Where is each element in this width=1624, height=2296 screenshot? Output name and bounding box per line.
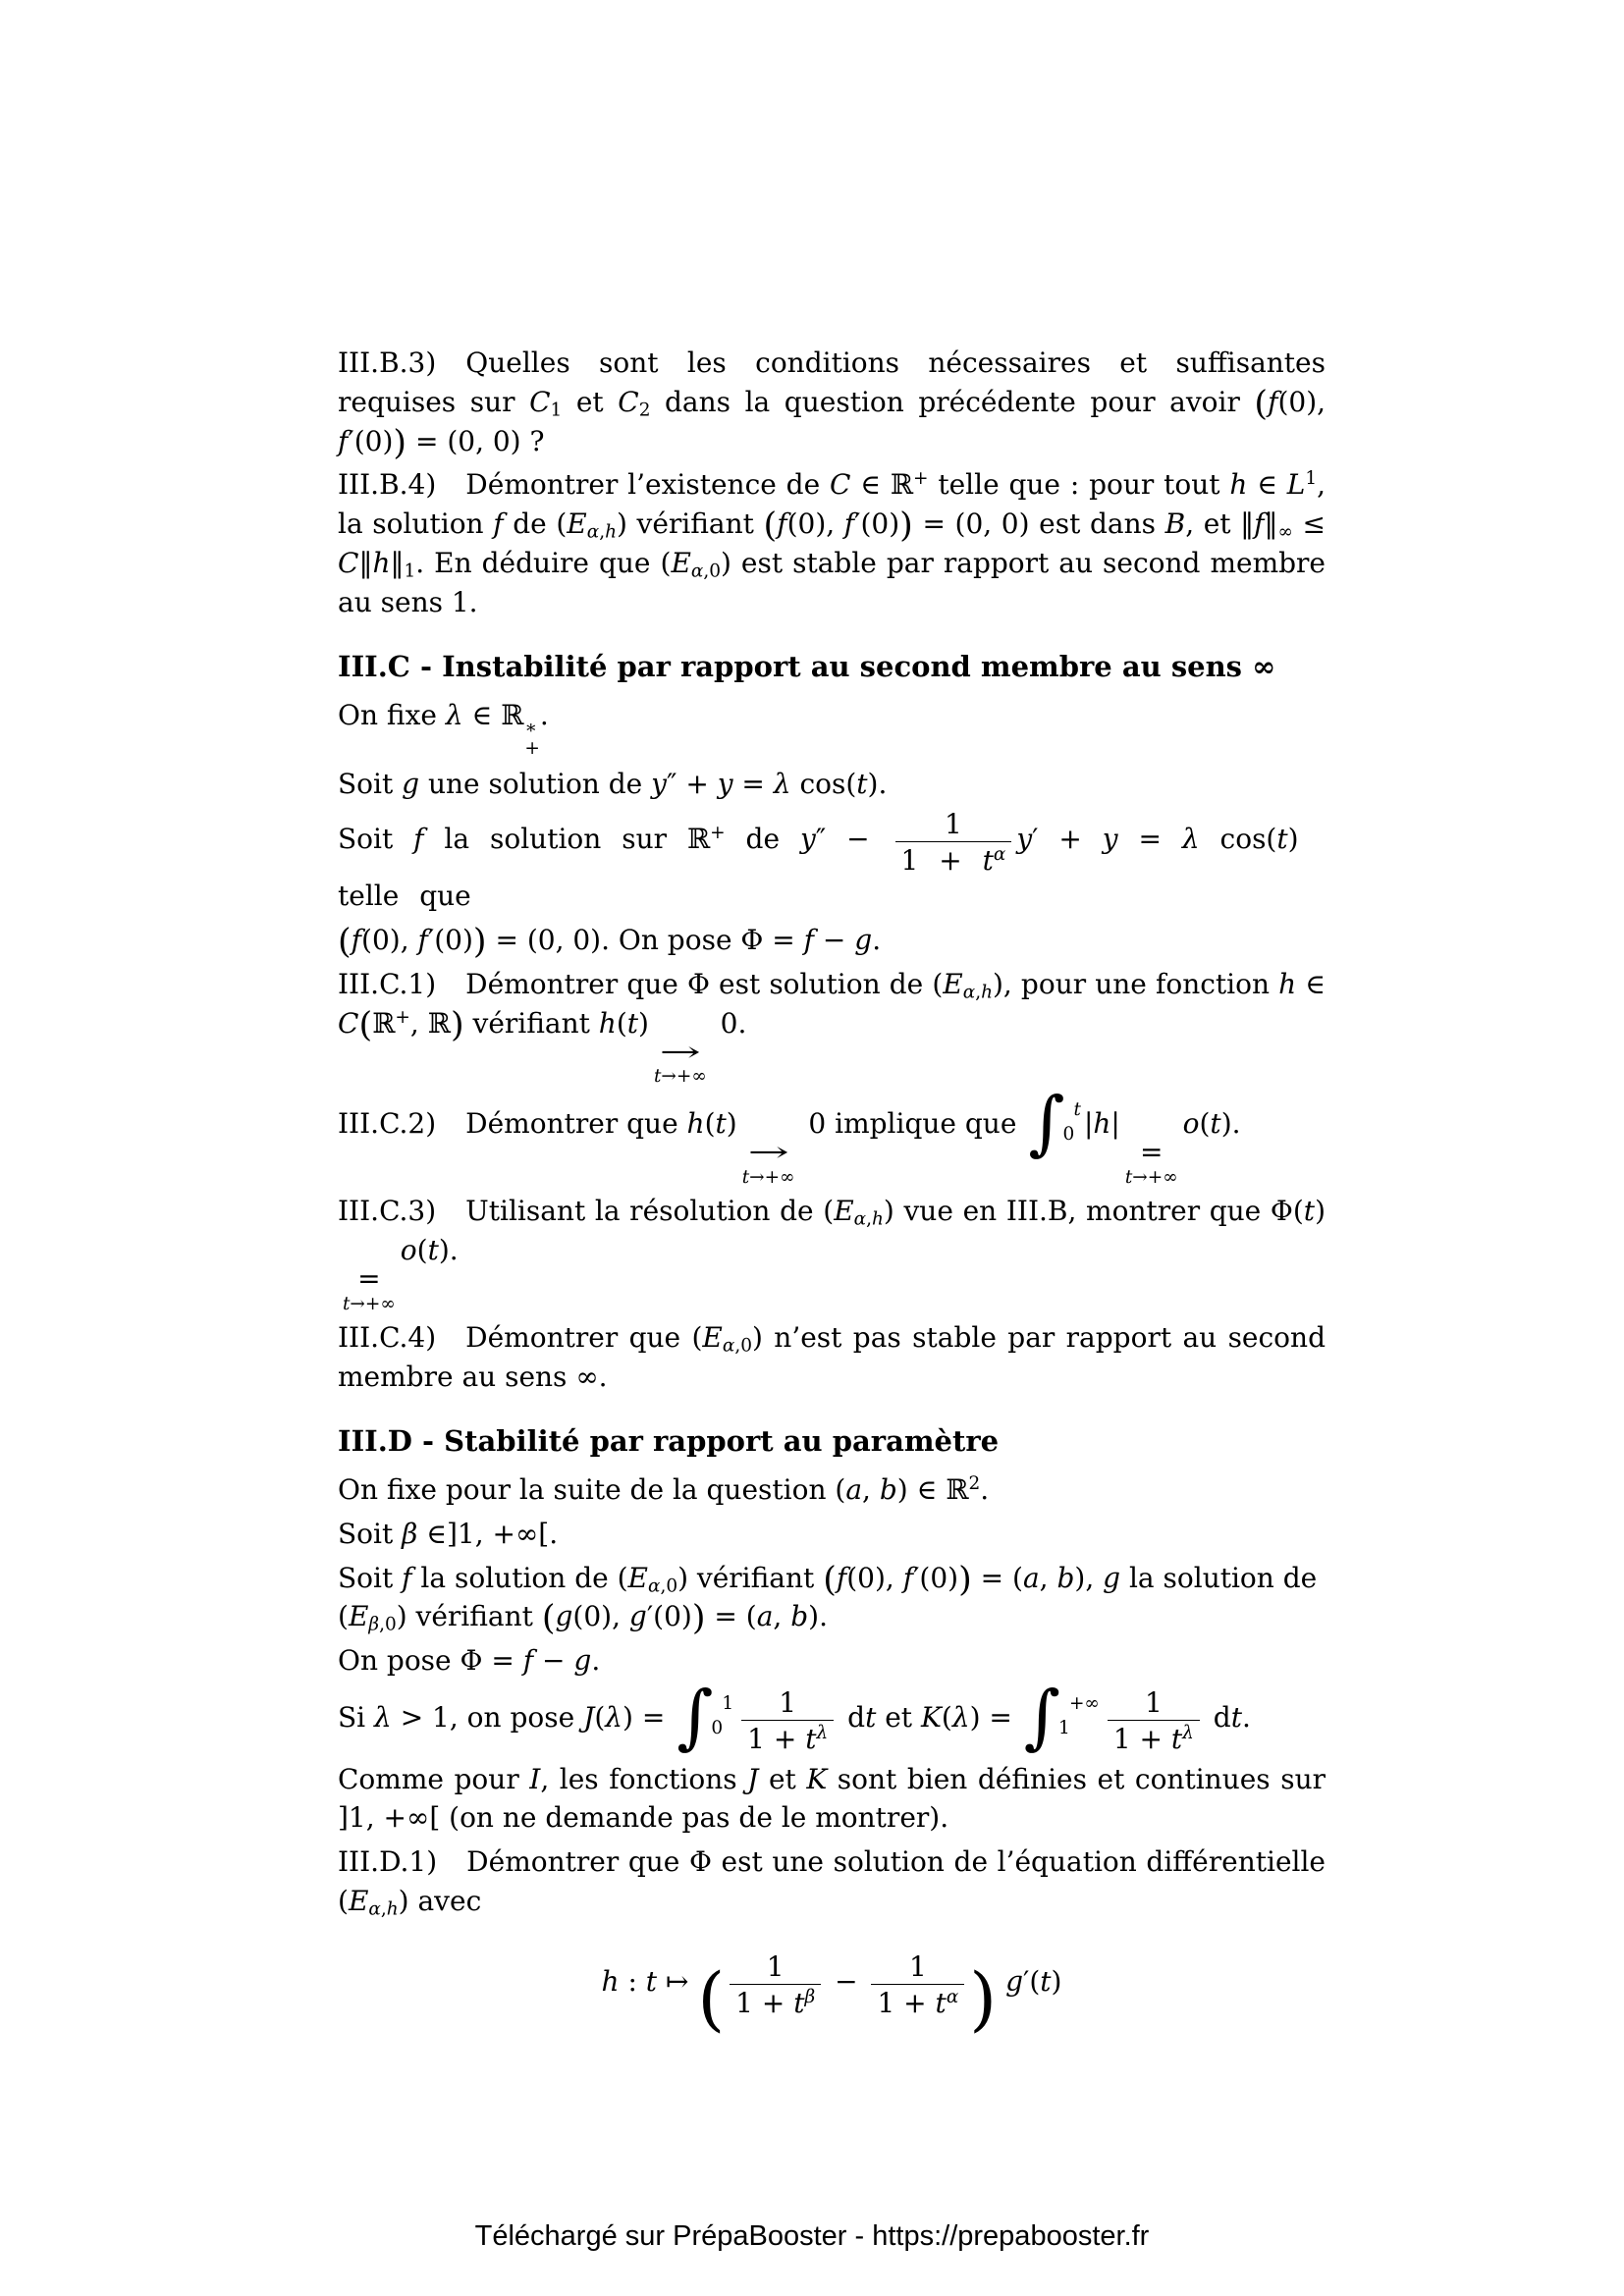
intro-line-soit-f: Soit f la solution sur ℝ+ de y″ − $\frac{1}{1 + t^\alpha}$ y′ + y = λ cos(t) telle que [338, 808, 1299, 913]
intro-line-solutions-fg: Soit f la solution de $(E_{\alpha,0})$ vérifiant (f(0), f′(0)) = (a, b), g la solution de $(E_{\beta,0})$ vérifiant (g(0), g′(0)) = (a, b). [338, 1560, 1318, 1638]
question-label: III.C.1) [338, 967, 437, 1000]
definition-j-k-integrals: Si λ > 1, on pose J(λ) = ∫ 1 0 $\frac{1}{1 + t^\lambda}$ dt et K(λ) = ∫ +∞ 1 $\frac{1}{1 + t^\lambda}$ dt. [338, 1675, 1251, 1757]
intro-line-conditions: (f(0), f′(0)) = (0, 0). On pose Φ = f − g. [338, 922, 882, 962]
question-iii-b-3 [338, 344, 1326, 460]
question-body: Utilisant la résolution de $(E_{\alpha,h})$ vue en III.B, montrer que Φ(t) = t→+∞ o(t). [343, 1194, 1326, 1314]
displayed-equation-h-definition: h : t ↦ ( $\frac{1}{1 + t^\beta}$ − $\frac{1}{1 + t^\alpha}$ ) g′(t) [601, 1949, 1062, 2040]
question-iii-c-2 [338, 1081, 1326, 1188]
intro-line-soit-g: Soit g une solution de y″ + y = λ cos(t). [338, 767, 888, 800]
question-iii-c-4 [338, 1318, 1326, 1397]
question-label: III.C.2) [338, 1106, 437, 1140]
footer-text: Téléchargé sur PrépaBooster - https://prepabooster.fr [474, 2220, 1150, 2252]
question-body: Quelles sont les conditions nécessaires et suffisantes requises sur $C_1$ et $C_2$ dans la question précédente pour avoir (f(0), f′(0)) = (0, 0) ? [338, 347, 1326, 462]
question-label: III.B.4) [338, 468, 437, 502]
question-label: III.C.4) [338, 1320, 437, 1354]
intro-line-fix-lambda: On fixe λ ∈ ℝ ∗ + . [338, 698, 549, 759]
remark-j-k-continuity: Comme pour I, les fonctions J et K sont bien définies et continues sur ]1, +∞[ (on ne demande pas de le montrer). [338, 1762, 1326, 1835]
question-iii-c-3 [338, 1192, 1326, 1313]
question-label: III.C.3) [338, 1194, 437, 1227]
question-body: Démontrer que Φ est une solution de l’équation différentielle $(E_{\alpha,h})$ avec [338, 1845, 1326, 1920]
question-body: Démontrer que h(t) → t→+∞ 0 implique que ∫ t 0 |h| = t→+∞ o(t). [465, 1081, 1241, 1188]
intro-line-on-pose-phi: On pose Φ = f − g. [338, 1644, 601, 1678]
question-body: Démontrer que $(E_{\alpha,0})$ n’est pas stable par rapport au second membre au sens ∞. [338, 1320, 1326, 1393]
question-iii-d-1 [338, 1842, 1326, 1921]
section-heading-iii-c: III.C - Instabilité par rapport au second membre au sens ∞ [338, 650, 1276, 684]
question-body: Démontrer que Φ est solution de $(E_{\alpha,h})$, pour une fonction h ∈ C(ℝ+, ℝ) vérifiant h(t) → t→+∞ 0. [338, 967, 1326, 1088]
question-label: III.D.1) [338, 1845, 438, 1879]
footer-download-credit [0, 2220, 1624, 2253]
document-page [338, 0, 1326, 2040]
question-iii-b-4 [338, 465, 1326, 621]
intro-line-fix-ab: On fixe pour la suite de la question (a, b) ∈ ℝ$^2$. [338, 1472, 990, 1507]
question-iii-c-1 [338, 965, 1326, 1087]
intro-line-soit-beta: Soit β ∈]1, +∞[. [338, 1517, 559, 1550]
question-body: Démontrer l’existence de C ∈ ℝ+ telle que : pour tout h ∈ $L^1$, la solution f de $(E_{\alpha,h})$ vérifiant (f(0), f′(0)) = (0, 0) est dans B, et $‖f‖_\infty$ ≤ $C‖h‖_1$. En déduire que $(E_{\alpha,0})$ est stable par rapport au second membre au sens 1. [338, 468, 1326, 618]
question-label: III.B.3) [338, 347, 437, 379]
section-heading-iii-d: III.D - Stabilité par rapport au paramètre [338, 1424, 1000, 1459]
